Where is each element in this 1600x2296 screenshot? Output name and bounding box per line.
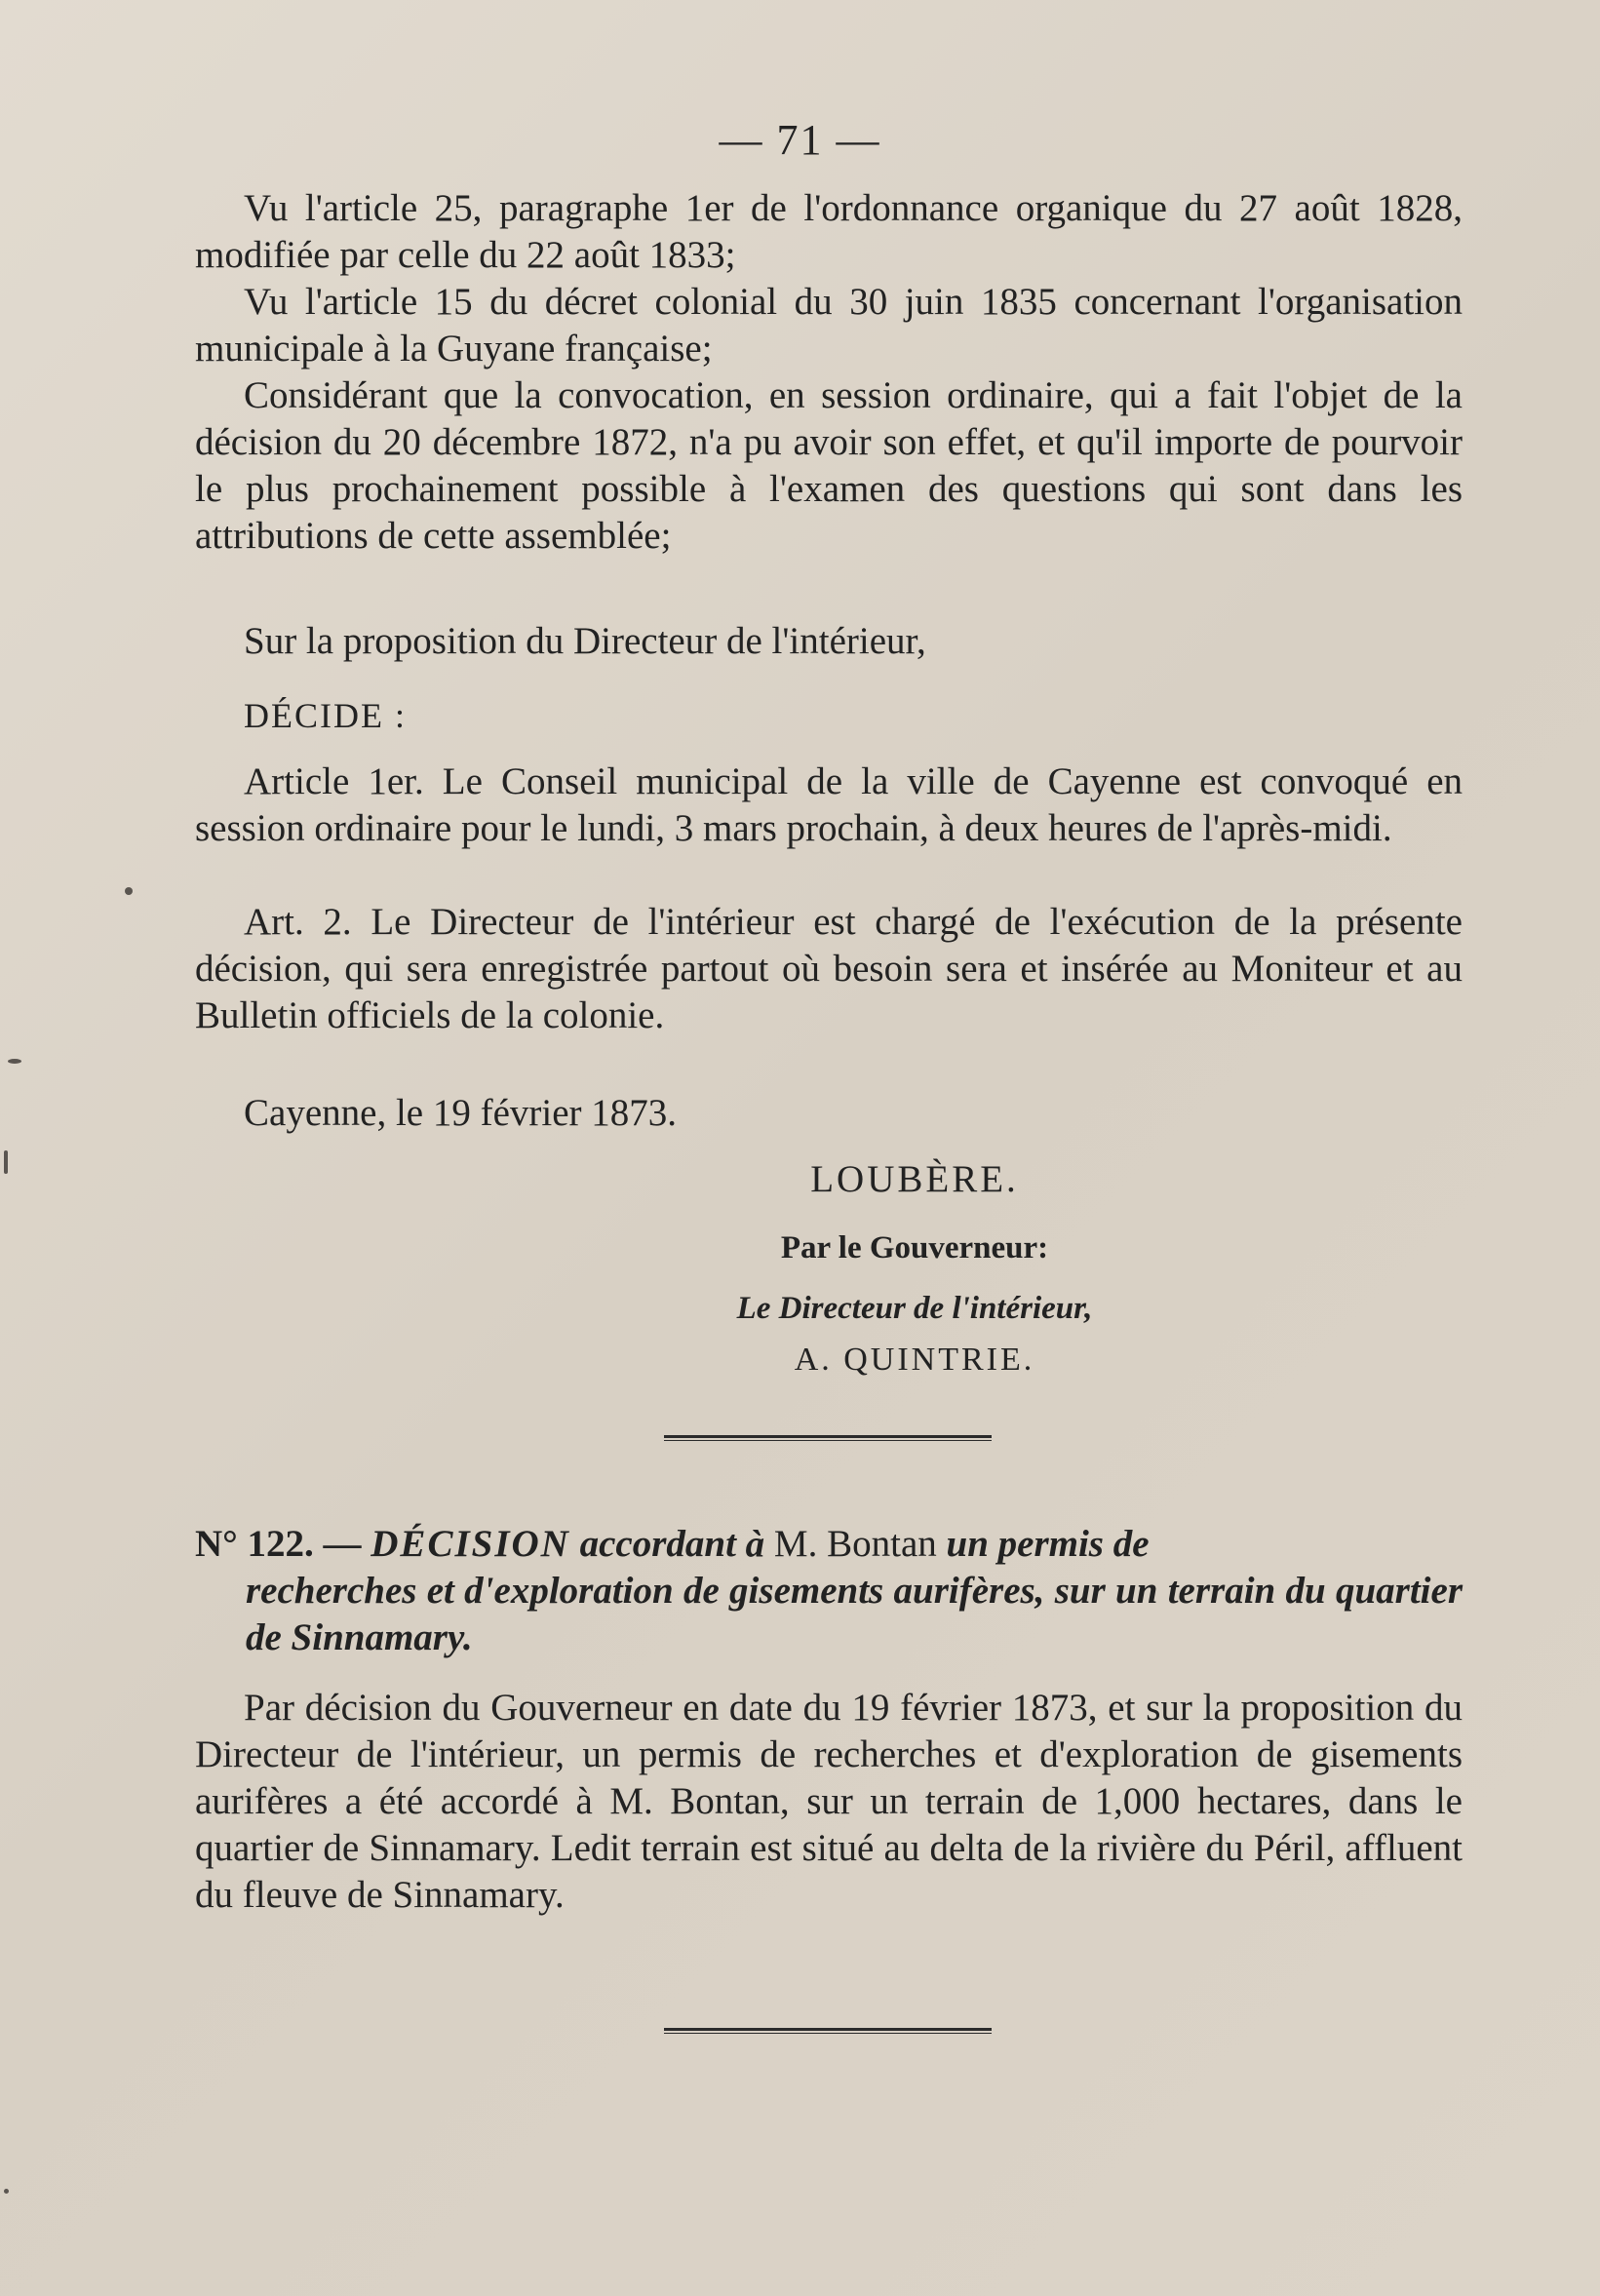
paper-speck	[125, 887, 133, 895]
date-line	[195, 1090, 1463, 1137]
decision-122-heading-text	[195, 1521, 1463, 1661]
par-le-gouverneur: Par le Gouverneur:	[780, 1230, 1049, 1265]
preamble	[195, 185, 1463, 560]
decision-title: DÉCISION	[371, 1523, 570, 1565]
paper-speck	[4, 2189, 9, 2194]
paper-speck	[4, 1150, 8, 1174]
decision-number: N° 122. —	[195, 1523, 362, 1565]
proposition-line	[195, 618, 1463, 665]
directeur-title: Le Directeur de l'intérieur,	[736, 1291, 1093, 1326]
end-divider	[664, 2028, 992, 2034]
decide-heading	[195, 692, 1463, 739]
article-1-text: Article 1er. Le Conseil municipal de la ville de Cayenne est convoqué en session ordinaire pour le lundi, 3 mars prochain, à deux heures de l'après-midi.	[195, 760, 1463, 849]
article-1	[195, 759, 1463, 852]
preamble-considerant: Considérant que la convocation, en session ordinaire, qui a fait l'objet de la décision du 20 décembre 1872, n'a pu avoir son effet, et qu'il importe de pourvoir le plus prochainement possible à l'examen des questions qui sont dans les attributions de cette assemblée;	[195, 374, 1463, 557]
signer-name: LOUBÈRE.	[810, 1158, 1019, 1200]
preamble-vu-decret: Vu l'article 15 du décret colonial du 30 juin 1835 concernant l'organisation municipale à la Guyane française;	[195, 281, 1463, 370]
page-number: — 71 —	[719, 116, 881, 164]
article-2-text: Art. 2. Le Directeur de l'intérieur est chargé de l'exécution de la présente décision, qui sera enregistrée partout où besoin sera et insérée au Moniteur et au Bulletin officiels de la colonie.	[195, 901, 1463, 1036]
article-2	[195, 899, 1463, 1039]
decision-recipient: M. Bontan	[773, 1523, 937, 1565]
preamble-vu-ordonnance: Vu l'article 25, paragraphe 1er de l'ordonnance organique du 27 août 1828, modifiée par celle du 22 août 1833;	[195, 187, 1463, 276]
decision-accordant: accordant à	[579, 1523, 765, 1565]
section-divider	[664, 1435, 992, 1441]
decision-subject-start: un permis de	[946, 1523, 1150, 1565]
decide-text: DÉCIDE :	[244, 696, 407, 735]
date-line-text: Cayenne, le 19 février 1873.	[244, 1092, 678, 1134]
directeur-name: A. QUINTRIE.	[794, 1342, 1035, 1378]
paper-speck	[8, 1059, 21, 1064]
decision-122-body	[195, 1685, 1463, 1919]
decision-122-heading	[195, 1521, 1463, 1661]
decision-subject-rest: recherches et d'exploration de gisements aurifères, sur un terrain du quartier de Sinnamary.	[246, 1570, 1463, 1658]
decision-122-body-text: Par décision du Gouverneur en date du 19 février 1873, et sur la proposition du Directeur de l'intérieur, un permis de recherches et d'exploration de gisements aurifères a été accordé à M. Bontan, sur un terrain de 1,000 hectares, dans le quartier de Sinnamary. Ledit terrain est situé au delta de la rivière du Péril, affluent du fleuve de Sinnamary.	[195, 1687, 1463, 1916]
proposition-text: Sur la proposition du Directeur de l'intérieur,	[244, 620, 926, 662]
